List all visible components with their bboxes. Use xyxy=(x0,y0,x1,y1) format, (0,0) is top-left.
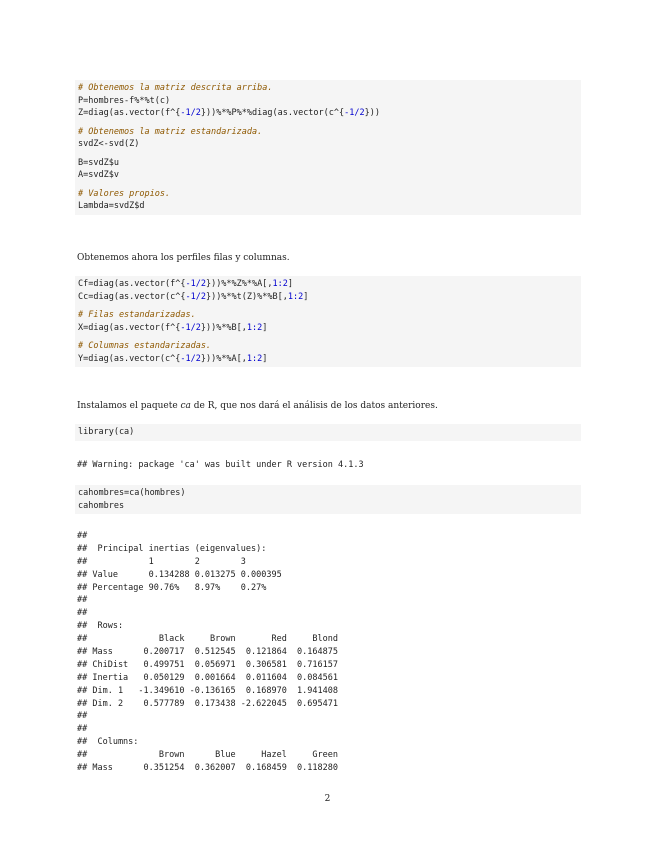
output-line: ## xyxy=(77,531,88,541)
code-comment: # Valores propios. xyxy=(78,188,171,199)
output-line: ## Columns: xyxy=(77,737,139,748)
code-line: Cc=diag(as.vector(c^{-1/2}))%*%t(Z)%*%B[,1:2] xyxy=(78,291,309,302)
code-line: B=svdZ$u xyxy=(78,157,119,168)
output-line: ## Principal inertias (eigenvalues): xyxy=(77,543,267,554)
code-block-ca xyxy=(75,485,581,514)
paragraph-install-ca: Instalamos el paquete ca de R, que nos dará el análisis de los datos anteriores. xyxy=(77,401,438,411)
output-line: ## Mass 0.200717 0.512545 0.121864 0.164875 xyxy=(77,647,338,658)
code-block-library xyxy=(75,424,581,441)
output-line: ## ChiDist 0.499751 0.056971 0.306581 0.716157 xyxy=(77,659,338,670)
output-line: ## 1 2 3 xyxy=(77,556,246,567)
paragraph-profiles: Obtenemos ahora los perfiles filas y columnas. xyxy=(77,253,290,263)
page-number: 2 xyxy=(324,794,331,804)
output-line: ## Percentage 90.76% 8.97% 0.27% xyxy=(77,582,267,593)
code-line: Cf=diag(as.vector(f^{-1/2}))%*%Z%*%A[,1:2] xyxy=(78,279,293,289)
warning-output xyxy=(77,459,364,472)
code-comment: # Obtenemos la matriz estandarizada. xyxy=(78,126,263,137)
output-line: ## xyxy=(77,608,88,619)
warning-line: ## Warning: package 'ca' was built under R version 4.1.3 xyxy=(77,460,364,470)
code-block-profiles xyxy=(75,276,581,367)
output-line: ## Black Brown Red Blond xyxy=(77,634,338,645)
ca-output xyxy=(77,530,338,775)
output-line: ## xyxy=(77,711,88,722)
code-line: svdZ<-svd(Z) xyxy=(78,139,140,149)
code-line: library(ca) xyxy=(78,427,135,437)
code-line: X=diag(as.vector(f^{-1/2}))%*%B[,1:2] xyxy=(78,322,268,333)
code-comment: # Filas estandarizadas. xyxy=(78,310,196,320)
code-comment: # Obtenemos la matriz descrita arriba. xyxy=(78,83,273,93)
code-line: A=svdZ$v xyxy=(78,170,119,180)
output-line: ## xyxy=(77,724,88,735)
code-line: P=hombres-f%*%t(c) xyxy=(78,95,171,106)
output-line: ## Dim. 2 0.577789 0.173438 -2.622045 0.695471 xyxy=(77,698,338,709)
code-line: cahombres=ca(hombres) xyxy=(78,488,186,498)
code-line: Y=diag(as.vector(c^{-1/2}))%*%A[,1:2] xyxy=(78,353,268,364)
output-line: ## Rows: xyxy=(77,621,124,632)
output-line: ## Inertia 0.050129 0.001664 0.011604 0.084561 xyxy=(77,672,338,683)
output-line: ## Value 0.134288 0.013275 0.000395 xyxy=(77,569,282,580)
code-line: cahombres xyxy=(78,500,125,511)
code-line: Lambda=svdZ$d xyxy=(78,201,145,211)
output-line: ## Dim. 1 -1.349610 -0.136165 0.168970 1.941408 xyxy=(77,685,338,696)
code-comment: # Columnas estandarizadas. xyxy=(78,341,212,351)
code-line: Z=diag(as.vector(f^{-1/2}))%*%P%*%diag(as.vector(c^{-1/2})) xyxy=(78,108,380,118)
output-line: ## Mass 0.351254 0.362007 0.168459 0.118280 xyxy=(77,763,338,774)
code-block-matrix xyxy=(75,80,581,215)
output-line: ## Brown Blue Hazel Green xyxy=(77,750,338,761)
output-line: ## xyxy=(77,595,88,606)
